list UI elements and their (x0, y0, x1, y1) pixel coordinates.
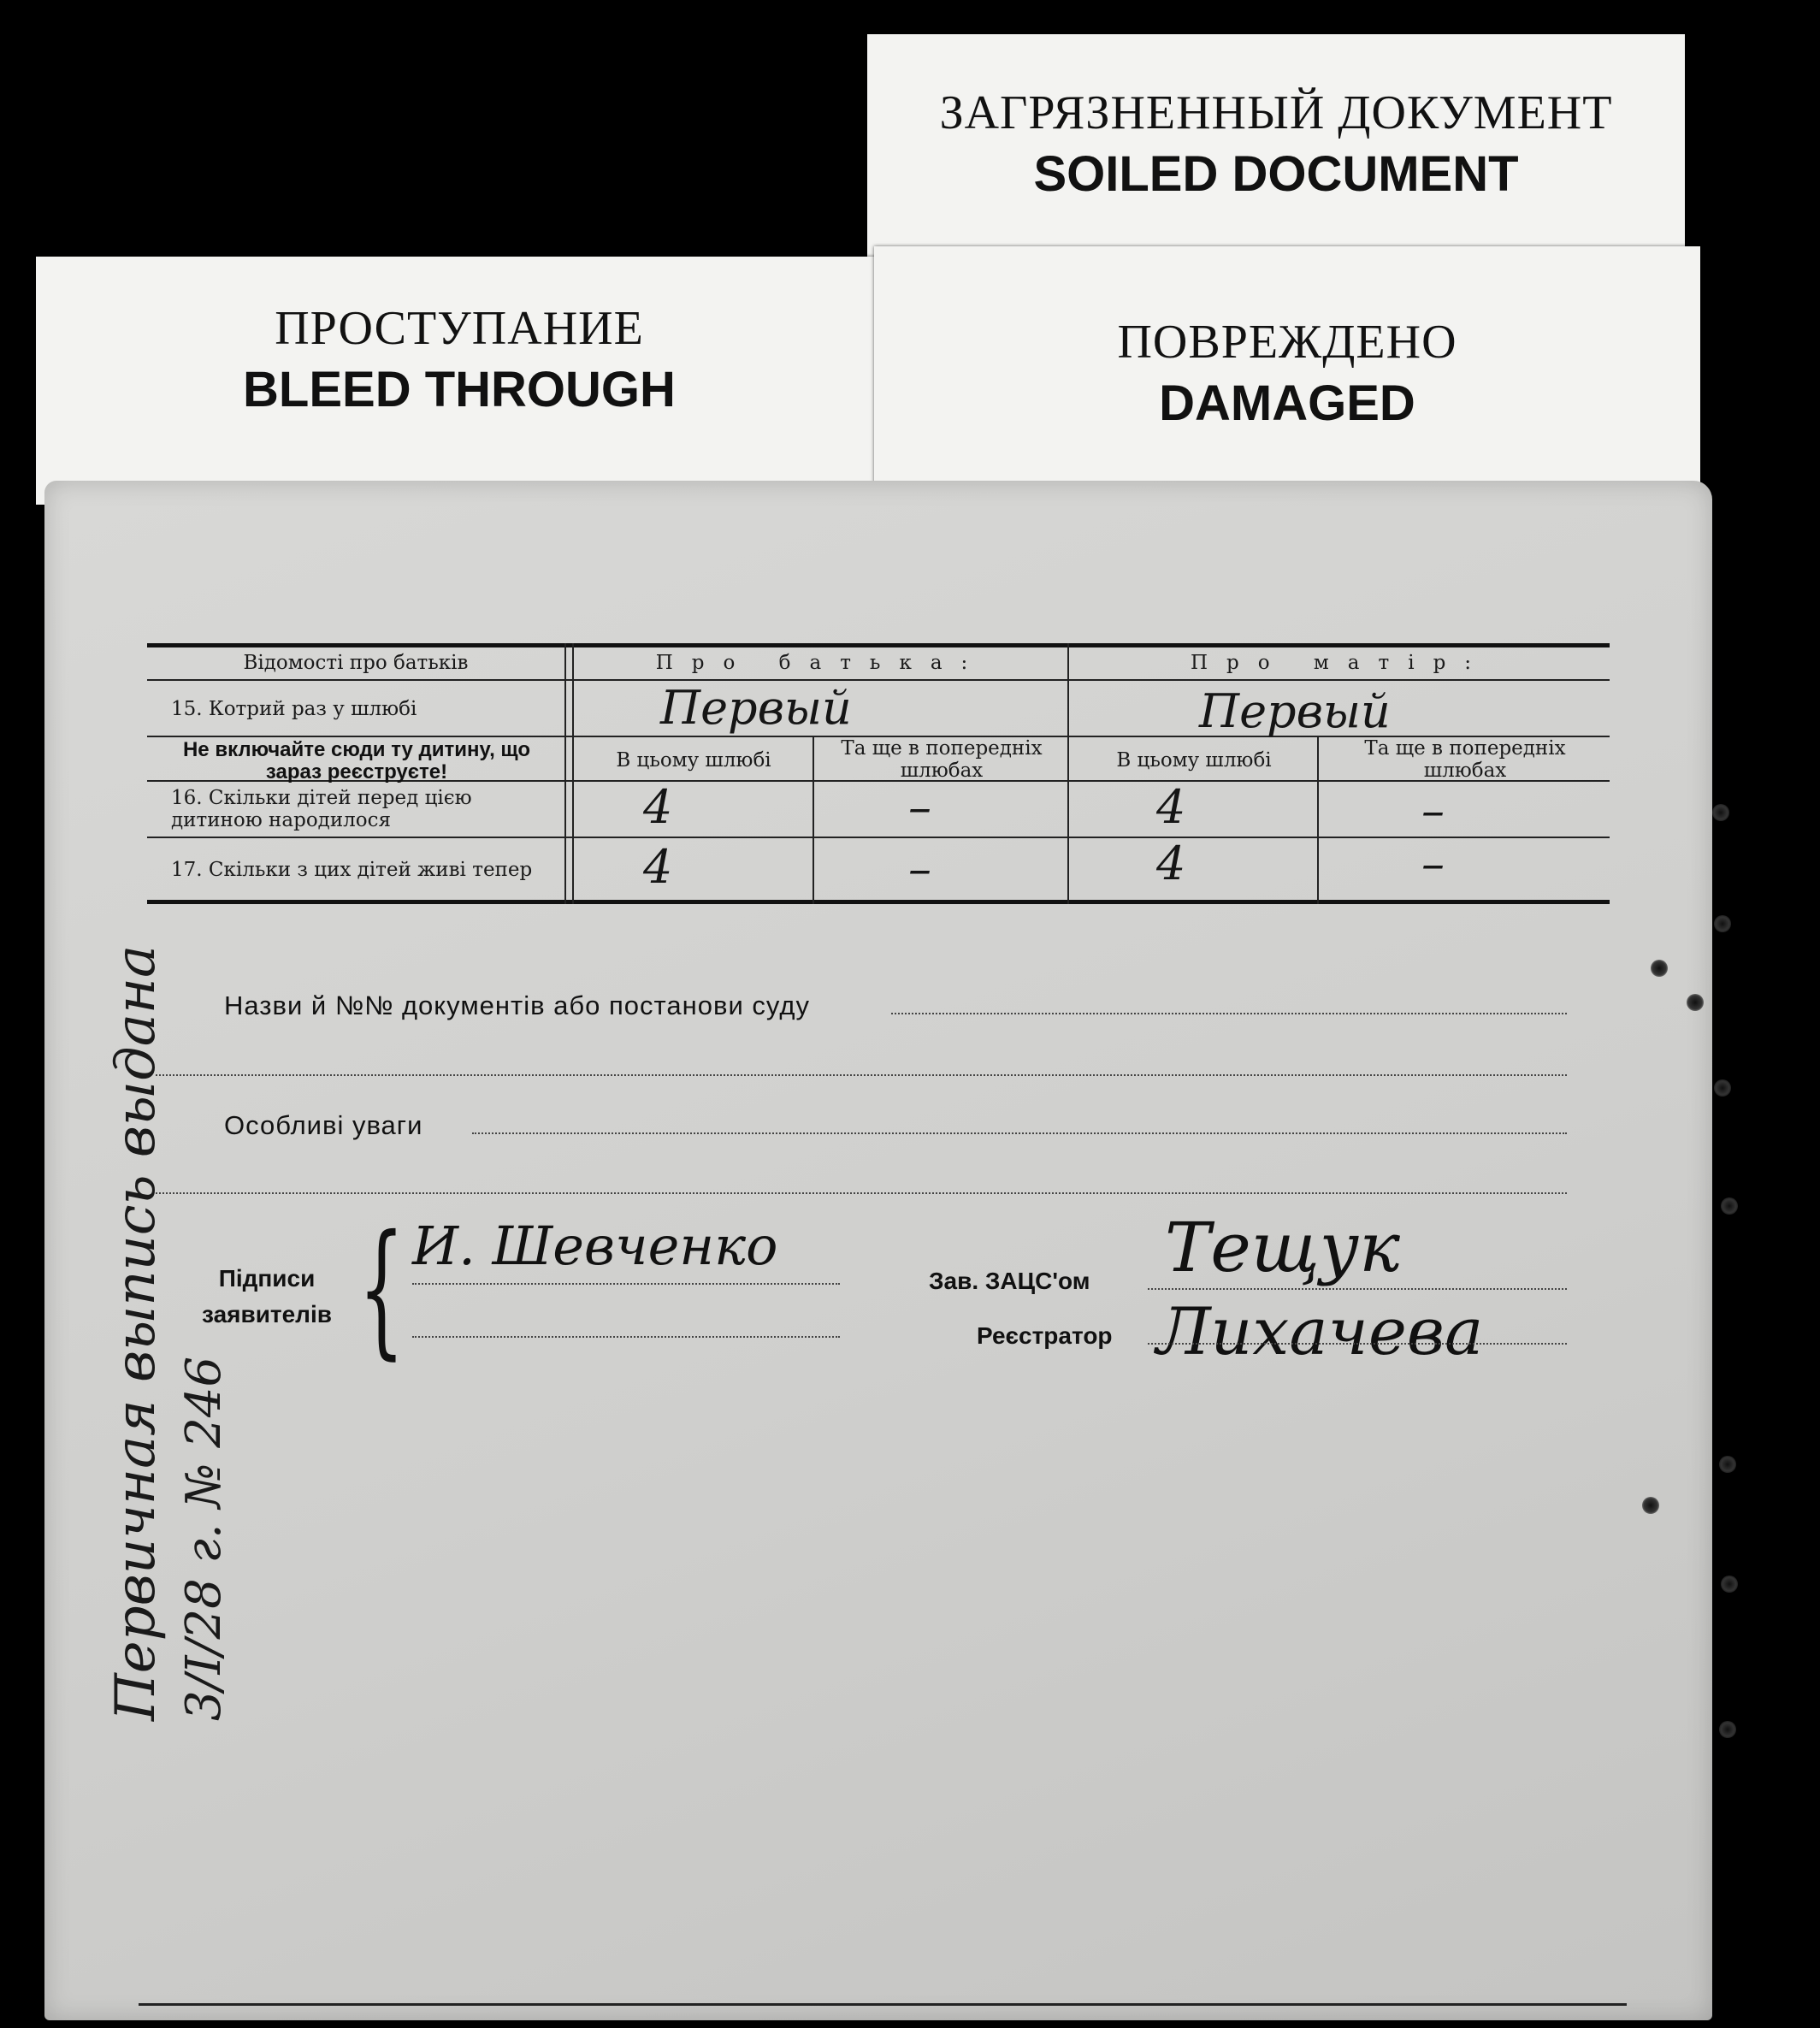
documents-line (891, 1013, 1567, 1014)
punch-hole (1712, 804, 1729, 821)
bottom-rule (139, 2003, 1627, 2006)
table-rule (147, 837, 1610, 838)
bleed-label-en: BLEED THROUGH (243, 362, 676, 417)
row17-father-this: 4 (643, 840, 673, 894)
row15-mother-value: Первый (1199, 684, 1391, 738)
registrar-signature: Лихачева (1156, 1293, 1484, 1369)
table-divider (1067, 643, 1069, 904)
brace: { (358, 1204, 405, 1374)
soiled-document-label (867, 34, 1685, 265)
row17-father-prev: – (908, 842, 931, 896)
bleed-label-ru: ПРОСТУПАНИЕ (275, 302, 644, 355)
document-sheet (44, 481, 1712, 2020)
applicant-signature-line (412, 1283, 840, 1285)
punch-hole (1721, 1197, 1738, 1215)
punch-hole (1651, 960, 1668, 977)
row16-father-this: 4 (643, 780, 673, 834)
applicant-signature: И. Шевченко (412, 1215, 778, 1277)
row17-mother-prev: – (1421, 837, 1445, 890)
remarks-line (156, 1192, 1567, 1194)
header-mother: Про матір: (1190, 652, 1491, 674)
header-parents-info: Відомості про батьків (243, 652, 469, 674)
row16-father-prev: – (908, 780, 931, 834)
head-signature-line (1148, 1288, 1567, 1290)
row17-mother-this: 4 (1156, 837, 1186, 890)
row17-label: 17. Скільки з цих дітей живі тепер (171, 859, 533, 881)
margin-note-line1: Первичная выпись выдана (104, 944, 168, 1721)
father-previous-header: Та ще в попередніх шлюбах (841, 737, 1043, 782)
punch-hole (1714, 915, 1731, 932)
punch-hole (1714, 1079, 1731, 1097)
punch-hole (1642, 1497, 1659, 1514)
soiled-label-ru: ЗАГРЯЗНЕННЫЙ ДОКУМЕНТ (939, 86, 1613, 139)
table-rule (147, 679, 1610, 681)
punch-hole (1719, 1456, 1736, 1473)
margin-note-line2: 3/I/28 г. № 246 (176, 1356, 232, 1721)
soiled-label-en: SOILED DOCUMENT (1033, 146, 1519, 202)
head-of-registry-label: Зав. ЗАЦС'ом (929, 1268, 1090, 1294)
mother-previous-header: Та ще в попередніх шлюбах (1364, 737, 1566, 782)
punch-hole (1719, 1721, 1736, 1738)
bleed-through-label (36, 257, 883, 505)
applicants-signatures-label: Підписи заявителів (202, 1265, 332, 1327)
margin-note (104, 780, 232, 1721)
row16-label: 16. Скільки дітей перед цією дитиною народилося (171, 787, 472, 831)
documents-label: Назви й №№ документів або постанови суду (224, 990, 810, 1020)
remarks-label: Особливі уваги (224, 1110, 423, 1140)
father-this-marriage-header: В цьому шлюбі (616, 749, 771, 772)
row16-mother-this: 4 (1156, 780, 1186, 834)
table-bottom-rule (147, 900, 1610, 904)
row15-label: 15. Котрий раз у шлюбі (171, 698, 417, 720)
table-divider (564, 643, 574, 904)
registrar-signature-line (1148, 1343, 1567, 1345)
damaged-label-en: DAMAGED (1159, 375, 1415, 431)
documents-line (156, 1074, 1567, 1076)
row15-father-value: Первый (660, 681, 852, 735)
damaged-label-ru: ПОВРЕЖДЕНО (1117, 316, 1457, 369)
applicant-signature-line (412, 1336, 840, 1338)
punch-hole (1721, 1576, 1738, 1593)
punch-hole (1687, 994, 1704, 1011)
mother-this-marriage-header: В цьому шлюбі (1116, 749, 1272, 772)
table-divider (1317, 736, 1319, 904)
registrar-label: Реєстратор (977, 1322, 1113, 1349)
exclude-child-note: Не включайте сюди ту дитину, що зараз реєструєте! (182, 738, 531, 783)
damaged-label (874, 246, 1700, 503)
row16-mother-prev: – (1421, 783, 1445, 837)
header-father: Про батька: (655, 652, 987, 674)
table-top-rule (147, 643, 1610, 647)
head-signature: Тещук (1165, 1208, 1400, 1287)
table-divider (812, 736, 814, 904)
remarks-line (472, 1132, 1567, 1134)
